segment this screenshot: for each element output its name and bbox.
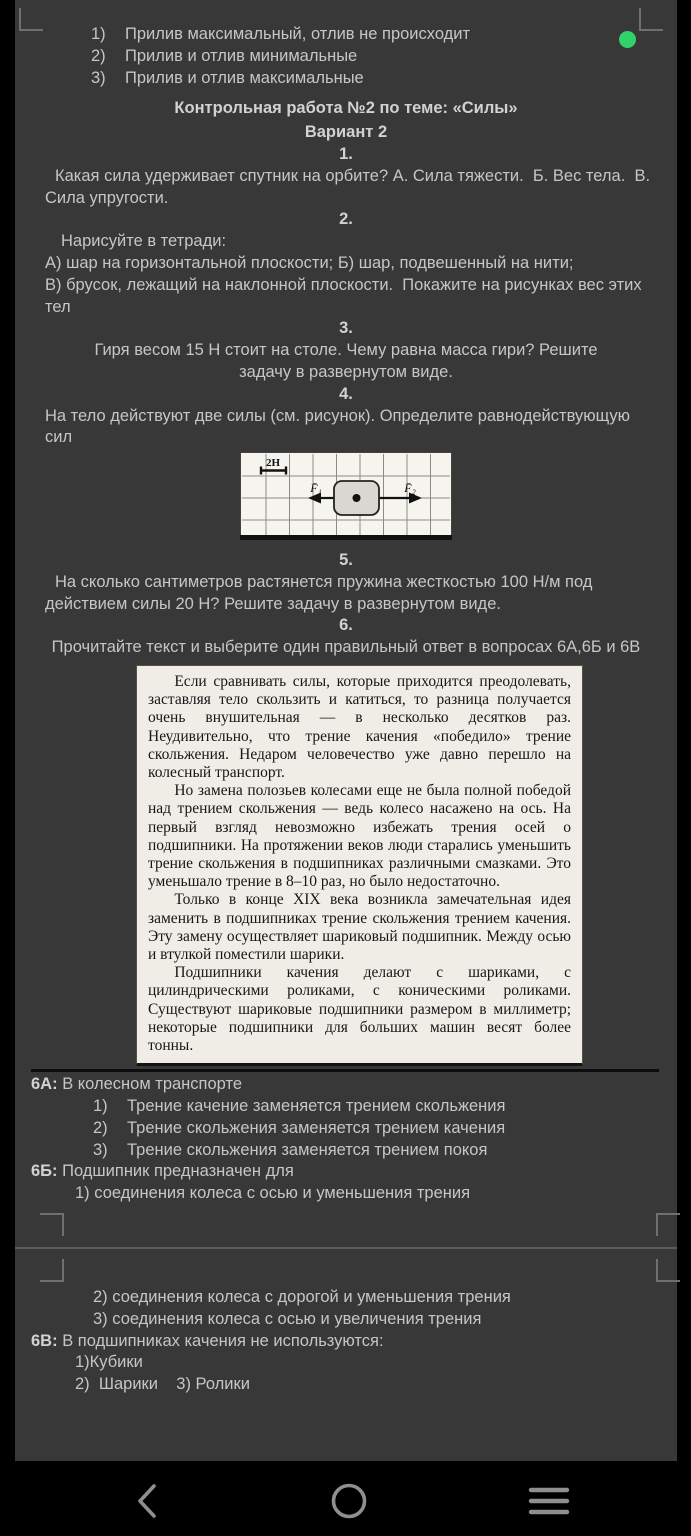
question-2-line2: А) шар на горизонтальной плоскости; Б) шар, подвешенный на нити;	[45, 253, 574, 272]
scale-label: 2Н	[265, 457, 281, 470]
option-number: 1)	[91, 25, 106, 43]
answer-option: 3) соединения колеса с осью и увеличения трения	[93, 1309, 482, 1328]
question-6v-label: 6В:	[31, 1331, 58, 1350]
recents-menu-icon[interactable]	[527, 1479, 571, 1523]
answer-option	[31, 1118, 661, 1140]
green-status-dot	[619, 31, 636, 48]
document-title: Контрольная работа №2 по теме: «Силы»	[174, 99, 518, 118]
page-corner-mark-bottom-left	[40, 1213, 64, 1236]
answer-option: 2) соединения колеса с дорогой и уменьшения трения	[93, 1287, 511, 1306]
answer-option: 1)Кубики	[75, 1353, 143, 1372]
reading-paragraph: Если сравнивать силы, которые приходится преодолевать, заставляя тело скользить и катиться, то разница получается очень внушительная — в несколько десятков раз. Неудивительно, что трение качения «победило» трение скольжения. Недаром человечество уже давно перешло на колесный транспорт.	[148, 672, 575, 781]
question-2-line3: В) брусок, лежащий на наклонной плоскости. Покажите на рисунках вес этих тел	[45, 275, 647, 316]
force-left-label: F̄₁	[310, 481, 322, 496]
question-number: 6.	[339, 616, 353, 635]
option-text: Прилив максимальный, отлив не происходит	[125, 25, 471, 43]
horizontal-rule	[31, 1069, 659, 1072]
list-item	[91, 68, 661, 90]
question-2-line1: Нарисуйте в тетради:	[61, 232, 227, 251]
page-corner-mark-top-right	[639, 8, 663, 31]
question-number: 1.	[339, 144, 353, 163]
option-number: 2)	[91, 46, 106, 65]
question-5-text: На сколько сантиметров растянется пружина жесткостью 100 Н/м под действием силы 20 Н? Решите задачу в развернутом виде.	[45, 572, 598, 613]
reading-text-image	[136, 665, 583, 1066]
figure-bottom-border	[240, 535, 452, 540]
page-break	[31, 1213, 661, 1287]
question-number: 5.	[339, 550, 353, 569]
answer-option	[31, 1140, 661, 1162]
page-corner-mark-top-left-2	[40, 1259, 64, 1282]
question-6a	[31, 1074, 661, 1096]
body-center-dot	[353, 494, 361, 502]
question-6b	[31, 1161, 661, 1183]
back-icon[interactable]	[125, 1479, 169, 1523]
question-6b-label: 6Б:	[31, 1162, 58, 1181]
document-body	[15, 0, 677, 1396]
option-text: Трение скольжения заменяется трением качения	[127, 1118, 506, 1137]
page-corner-mark-top-right-2	[656, 1259, 680, 1282]
question-6a-text: В колесном транспорте	[62, 1075, 243, 1094]
question-4-text: На тело действуют две силы (см. рисунок). Определите равнодействующую сил	[45, 406, 635, 447]
answer-option: 2) Шарики 3) Ролики	[75, 1375, 250, 1394]
question-6-text: Прочитайте текст и выберите один правильный ответ в вопросах 6А,6Б и 6В	[51, 638, 641, 657]
home-icon[interactable]	[327, 1479, 371, 1523]
page-corner-mark-top-left	[19, 8, 43, 31]
question-number: 3.	[339, 319, 353, 338]
document-page[interactable]	[15, 0, 677, 1461]
page-corner-mark-bottom-right	[656, 1213, 680, 1236]
option-text: Прилив и отлив минимальные	[125, 46, 358, 65]
option-number: 3)	[93, 1140, 108, 1159]
question-number: 4.	[339, 384, 353, 403]
answer-option: 1) соединения колеса с осью и уменьшения трения	[75, 1184, 471, 1203]
force-right-label: F̄₂	[404, 481, 416, 496]
option-number: 1)	[93, 1096, 108, 1115]
reading-paragraph: Только в конце XIX века возникла замечательная идея заменить в подшипниках трение скольжения трением качения. Эту замену осуществляет шариковый подшипник. Между осью и втулкой поместили шарики.	[148, 891, 575, 963]
question-3-text: Гиря весом 15 Н стоит на столе. Чему равна масса гири? Решите задачу в развернутом виде.	[94, 341, 603, 381]
variant-label: Вариант 2	[304, 123, 388, 142]
page-divider-line	[15, 1247, 677, 1249]
option-text: Прилив и отлив максимальные	[125, 68, 364, 87]
list-item	[91, 24, 661, 46]
android-navigation-bar	[0, 1461, 691, 1536]
answer-option	[31, 1096, 661, 1118]
forces-figure	[240, 452, 452, 547]
option-text: Трение качение заменяется трением скольжения	[127, 1096, 506, 1115]
option-number: 2)	[93, 1118, 108, 1137]
question-number: 2.	[339, 210, 353, 229]
option-number: 3)	[91, 68, 106, 87]
list-item	[91, 46, 661, 68]
question-1-text: Какая сила удерживает спутник на орбите? А. Сила тяжести. Б. Вес тела. В. Сила упругости.	[45, 166, 655, 207]
reading-paragraph: Но замена полозьев колесами еще не была полной победой над трением скольжения — ведь колесо насажено на ось. На первый взгляд невозможно избежать трения осей о подшипники. На протяжении веков люди старались уменьшить трение скольжения в подшипниках различными смазками. Это уменьшало трение в 8–10 раз, но было недостаточно.	[148, 782, 575, 891]
option-text: Трение скольжения заменяется трением покоя	[127, 1140, 488, 1159]
question-6v	[31, 1331, 661, 1353]
question-6v-text: В подшипниках качения не используются:	[62, 1331, 384, 1350]
question-6a-label: 6А:	[31, 1075, 58, 1094]
question-6b-text: Подшипник предназначен для	[62, 1162, 294, 1181]
reading-paragraph: Подшипники качения делают с шариками, с цилиндрическими роликами, с коническими роликами. Существуют шариковые подшипники размером в миллиметр; некоторые подшипники для больших машин весят более тонны.	[148, 964, 575, 1054]
